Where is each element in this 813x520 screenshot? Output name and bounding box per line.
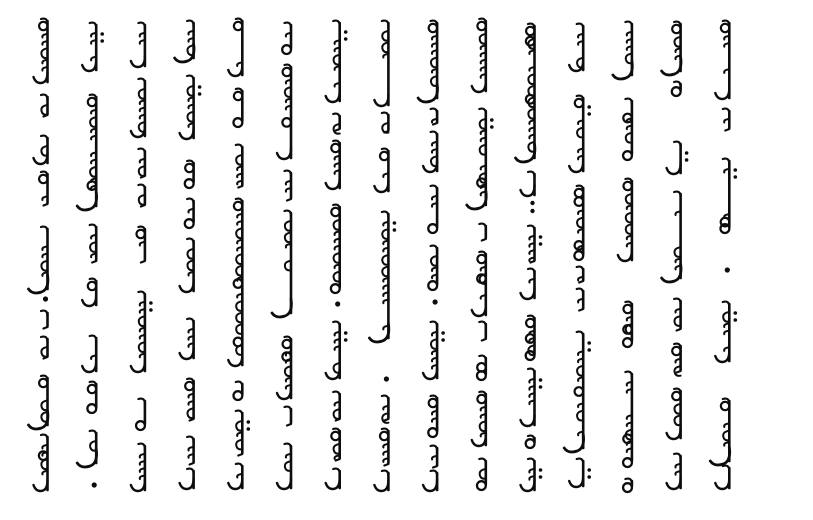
- text-column: [131, 23, 153, 491]
- script-word: [721, 159, 738, 233]
- script-word: [175, 21, 194, 62]
- script-word: [521, 369, 543, 426]
- script-word: [431, 446, 438, 468]
- script-word: [333, 392, 340, 421]
- script-word: [187, 437, 194, 465]
- script-word: [236, 411, 250, 456]
- script-word: [180, 319, 194, 359]
- script-word: [136, 399, 145, 430]
- script-word: [428, 186, 437, 233]
- script-word: [137, 227, 145, 263]
- script-word: [618, 179, 632, 261]
- script-word: [521, 459, 543, 491]
- script-word: [577, 267, 584, 283]
- script-word: [662, 192, 681, 282]
- script-word: [472, 252, 486, 316]
- script-word: [623, 99, 632, 160]
- text-column: [564, 24, 591, 487]
- script-word: [564, 332, 591, 452]
- text-column: [175, 21, 202, 489]
- script-word: [77, 431, 96, 467]
- script-word: [34, 435, 48, 491]
- script-word: [285, 407, 292, 426]
- script-word: [39, 172, 47, 206]
- script-word: [382, 113, 389, 133]
- text-column: [77, 23, 104, 488]
- script-word: [34, 19, 48, 83]
- script-word: [623, 372, 632, 467]
- script-word: [423, 322, 445, 379]
- script-word: [34, 136, 48, 164]
- script-word: [326, 322, 348, 379]
- script-word: [479, 224, 486, 241]
- script-word: [234, 382, 243, 400]
- script-word: [569, 96, 591, 172]
- script-word: [131, 292, 153, 372]
- script-word: [528, 226, 542, 263]
- text-column: [369, 21, 396, 491]
- script-word: [477, 459, 486, 490]
- script-word: [180, 469, 194, 489]
- script-word: [41, 95, 48, 117]
- script-word: [374, 149, 388, 192]
- script-word: [185, 379, 193, 421]
- script-word: [710, 399, 729, 465]
- script-word: [277, 65, 291, 159]
- text-column: [228, 19, 250, 489]
- script-word: [715, 466, 729, 489]
- script-word: [521, 172, 535, 196]
- text-column: [326, 21, 348, 489]
- script-word: [374, 471, 388, 491]
- script-word: [428, 246, 437, 290]
- script-word: [29, 227, 48, 293]
- script-word: [623, 479, 632, 492]
- script-word: [185, 161, 194, 188]
- script-word: [228, 19, 242, 76]
- script-word: [667, 389, 681, 439]
- script-word: [431, 109, 438, 125]
- script-word: [667, 142, 689, 174]
- text-column: [29, 19, 49, 491]
- script-word: [326, 141, 340, 189]
- script-word: [90, 225, 97, 263]
- script-word: [277, 444, 291, 489]
- script-word: [131, 444, 145, 491]
- text-column: [710, 21, 737, 489]
- script-word: [41, 311, 48, 329]
- script-word: [82, 336, 96, 372]
- script-word: [569, 459, 591, 487]
- text-column: [662, 22, 689, 489]
- script-word: [382, 396, 389, 423]
- script-word: [87, 382, 96, 413]
- script-word: [277, 337, 291, 399]
- script-word: [667, 454, 681, 489]
- text-column: [272, 23, 291, 489]
- script-word: [282, 23, 291, 54]
- script-word: [623, 302, 632, 347]
- script-word: [82, 279, 96, 306]
- script-word: [138, 185, 145, 207]
- script-word: [423, 471, 437, 491]
- script-word: [82, 23, 104, 71]
- script-word: [723, 109, 730, 131]
- script-word: [131, 23, 145, 67]
- script-word: [234, 89, 243, 127]
- script-word: [472, 19, 486, 92]
- script-word: [715, 302, 737, 362]
- script-word: [236, 145, 243, 188]
- script-word: [228, 464, 242, 489]
- script-word: [674, 299, 681, 331]
- script-word: [613, 22, 632, 79]
- script-word: [331, 429, 339, 461]
- script-word: [331, 205, 340, 293]
- text-column: [418, 21, 445, 491]
- text-column: [467, 19, 494, 490]
- script-word: [326, 469, 340, 489]
- script-word: [380, 429, 388, 466]
- script-word: [715, 21, 729, 99]
- script-word: [374, 21, 388, 106]
- script-word: [672, 82, 681, 96]
- script-word: [272, 211, 291, 317]
- script-word: [526, 316, 535, 360]
- script-word: [479, 322, 486, 341]
- script-word: [516, 24, 535, 162]
- script-word: [180, 239, 194, 292]
- script-word: [418, 21, 437, 102]
- script-word: [574, 186, 583, 260]
- script-word: [138, 149, 145, 178]
- script-word: [472, 392, 486, 446]
- script-word: [326, 21, 348, 102]
- script-word: [662, 22, 681, 75]
- text-column: [516, 24, 543, 491]
- script-word: [672, 344, 680, 376]
- script-word: [521, 269, 535, 299]
- script-word: [569, 24, 583, 71]
- script-word: [228, 199, 242, 366]
- script-word: [185, 199, 194, 228]
- script-word: [131, 79, 145, 137]
- script-word: [77, 95, 96, 210]
- script-word: [369, 212, 396, 342]
- script-word: [423, 132, 437, 172]
- text-column: [613, 22, 632, 492]
- script-word: [285, 171, 292, 201]
- script-word: [180, 76, 202, 139]
- script-word: [467, 109, 494, 209]
- script-word: [333, 114, 340, 134]
- script-word: [428, 396, 437, 437]
- script-word: [477, 356, 486, 380]
- script-word: [526, 436, 535, 448]
- script-word: [29, 376, 48, 429]
- script-word: [41, 337, 48, 359]
- script-word: [577, 289, 584, 311]
